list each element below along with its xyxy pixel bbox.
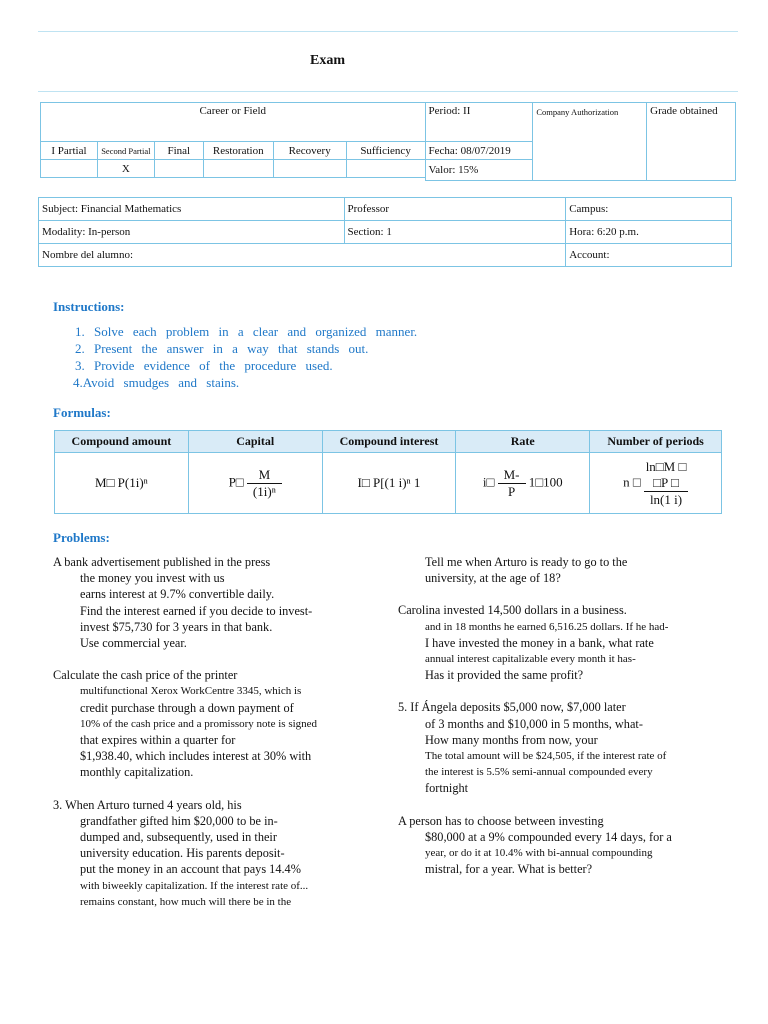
capital-fraction	[247, 467, 282, 500]
problem-line: year, or do it at 10.4% with bi-annual compounding	[425, 847, 653, 860]
problem-line: dumped and, subsequently, used in their	[80, 830, 277, 845]
problem-line: university education. His parents deposit-	[80, 846, 285, 861]
problem-line: 10% of the cash price and a promissory note is signed	[80, 717, 318, 730]
problem-line: invest $75,730 for 3 years in that bank.	[80, 619, 273, 634]
grade-obtained: Grade obtained	[647, 103, 736, 181]
problem-line: earns interest at 9.7% convertible daily.	[80, 587, 275, 602]
problem-line: Use commercial year.	[80, 636, 187, 651]
periods-numerator: ln□M □	[645, 458, 687, 474]
instruction-item: 4.Avoid smudges and stains.	[73, 375, 240, 390]
formula-periods	[590, 453, 722, 514]
problem-3	[53, 797, 357, 910]
problem-2	[53, 667, 357, 780]
hora-cell: Hora: 6:20 p.m.	[566, 221, 732, 244]
problem-line: The total amount will be $24,505, if the interest rate of	[425, 750, 667, 763]
student-name-cell: Nombre del alumno:	[39, 244, 566, 267]
problem-line: $1,938.40, which includes interest at 30% with	[80, 749, 312, 764]
problem-line: that expires within a quarter for	[80, 733, 236, 748]
partial-i: I Partial	[41, 142, 98, 160]
top-rule	[38, 31, 738, 32]
title-rule	[38, 91, 738, 92]
periods-left: n □	[623, 473, 641, 489]
formula-compound-interest: I□ P[(1 i)ⁿ 1	[322, 453, 456, 514]
problem-line: and in 18 months he earned 6,516.25 dollars. If he had-	[425, 620, 669, 633]
mark-cell-3	[154, 160, 203, 178]
problem-3-continued	[398, 554, 731, 586]
problem-1	[53, 554, 357, 651]
formula-header-compound-interest: Compound interest	[322, 431, 456, 453]
formula-capital	[188, 453, 322, 514]
fecha-cell: Fecha: 08/07/2019	[425, 142, 533, 160]
rate-right: 1□100	[528, 473, 563, 489]
problem-line: put the money in an account that pays 14.4%	[80, 862, 301, 877]
mark-cell-5	[273, 160, 346, 178]
section-cell: Section: 1	[344, 221, 566, 244]
instruction-item: 1. Solve each problem in a clear and organized manner.	[75, 324, 418, 339]
partial-restoration: Restoration	[203, 142, 273, 160]
capital-left: P□	[228, 473, 244, 489]
second-partial-mark: X	[97, 160, 154, 178]
problem-line: Has it provided the same profit?	[425, 668, 584, 683]
subject-cell: Subject: Financial Mathematics	[39, 198, 345, 221]
header-table	[40, 102, 736, 181]
problem-line: grandfather gifted him $20,000 to be in-	[80, 813, 278, 828]
mark-cell-1	[41, 160, 98, 178]
partial-sufficiency: Sufficiency	[346, 142, 425, 160]
problem-line: A person has to choose between investing	[398, 813, 604, 828]
partial-recovery: Recovery	[273, 142, 346, 160]
problem-line: Find the interest earned if you decide to invest-	[80, 603, 313, 618]
mark-cell-6	[346, 160, 425, 178]
instructions-list	[75, 323, 417, 391]
problems-left-column	[53, 554, 357, 926]
instructions-heading: Instructions:	[53, 299, 125, 314]
problem-line: Calculate the cash price of the printer	[53, 668, 238, 683]
company-authorization: Company Authorization	[533, 103, 647, 181]
problem-line: multifunctional Xerox WorkCentre 3345, which is	[80, 685, 302, 698]
partial-final: Final	[154, 142, 203, 160]
formulas-heading: Formulas:	[53, 405, 111, 420]
rate-fraction	[498, 467, 526, 500]
formula-rate	[456, 453, 590, 514]
formula-header-capital: Capital	[188, 431, 322, 453]
exam-title: Exam	[310, 53, 345, 68]
problem-line: Tell me when Arturo is ready to go to the	[425, 555, 628, 569]
problem-line: university, at the age of 18?	[425, 571, 561, 586]
problem-line: $80,000 at a 9% compounded every 14 days, for a	[425, 829, 672, 844]
problem-line: How many months from now, your	[425, 732, 598, 747]
instruction-item: 2. Present the answer in a way that stands out.	[75, 341, 369, 356]
periods-fraction	[644, 459, 688, 508]
periods-mid: □P □	[644, 475, 688, 492]
formula-header-compound-amount: Compound amount	[55, 431, 189, 453]
formula-header-periods: Number of periods	[590, 431, 722, 453]
career-field: Career or Field	[41, 103, 426, 142]
problem-line: of 3 months and $10,000 in 5 months, what-	[425, 716, 643, 731]
instruction-item: 3. Provide evidence of the procedure used.	[75, 358, 333, 373]
capital-numerator: M	[247, 467, 282, 484]
problem-line: the interest is 5.5% semi-annual compounded every	[425, 766, 653, 779]
problem-line: A bank advertisement published in the press	[53, 555, 271, 569]
partial-second: Second Partial	[97, 142, 154, 160]
problem-line: I have invested the money in a bank, what rate	[425, 635, 654, 650]
problem-5	[398, 699, 731, 796]
problem-line: monthly capitalization.	[80, 765, 194, 780]
formula-header-rate: Rate	[456, 431, 590, 453]
problem-line: mistral, for a year. What is better?	[425, 862, 593, 877]
formula-compound-amount: M□ P(1i)ⁿ	[55, 453, 189, 514]
formulas-table	[54, 430, 722, 514]
rate-left: i□	[482, 473, 495, 489]
problem-line: credit purchase through a down payment of	[80, 700, 294, 715]
rate-denominator: P	[507, 483, 516, 499]
mark-cell-4	[203, 160, 273, 178]
valor-cell: Valor: 15%	[425, 160, 533, 181]
period-cell: Period: II	[425, 103, 533, 142]
problem-line: 3. When Arturo turned 4 years old, his	[53, 797, 242, 812]
problem-line: remains constant, how much will there be in the	[80, 895, 292, 908]
problem-4	[398, 602, 731, 683]
modality-cell: Modality: In-person	[39, 221, 345, 244]
account-cell: Account:	[566, 244, 732, 267]
spacer-cell	[41, 178, 426, 181]
problem-line: the money you invest with us	[80, 571, 225, 586]
problem-6	[398, 813, 731, 878]
problem-line: with biweekly capitalization. If the interest rate of...	[80, 879, 309, 892]
capital-denominator: (1i)ⁿ	[252, 483, 276, 499]
periods-denominator: ln(1 i)	[649, 491, 683, 507]
problem-line: Carolina invested 14,500 dollars in a business.	[398, 603, 627, 618]
problems-right-column	[398, 554, 731, 893]
professor-cell: Professor	[344, 198, 566, 221]
info-table	[38, 197, 732, 267]
problem-line: fortnight	[425, 781, 469, 796]
campus-cell: Campus:	[566, 198, 732, 221]
problem-line: 5. If Ángela deposits $5,000 now, $7,000 later	[398, 700, 626, 715]
problem-line: annual interest capitalizable every month it has-	[425, 653, 636, 666]
rate-numerator: M-	[498, 467, 526, 484]
problems-heading: Problems:	[53, 530, 110, 545]
